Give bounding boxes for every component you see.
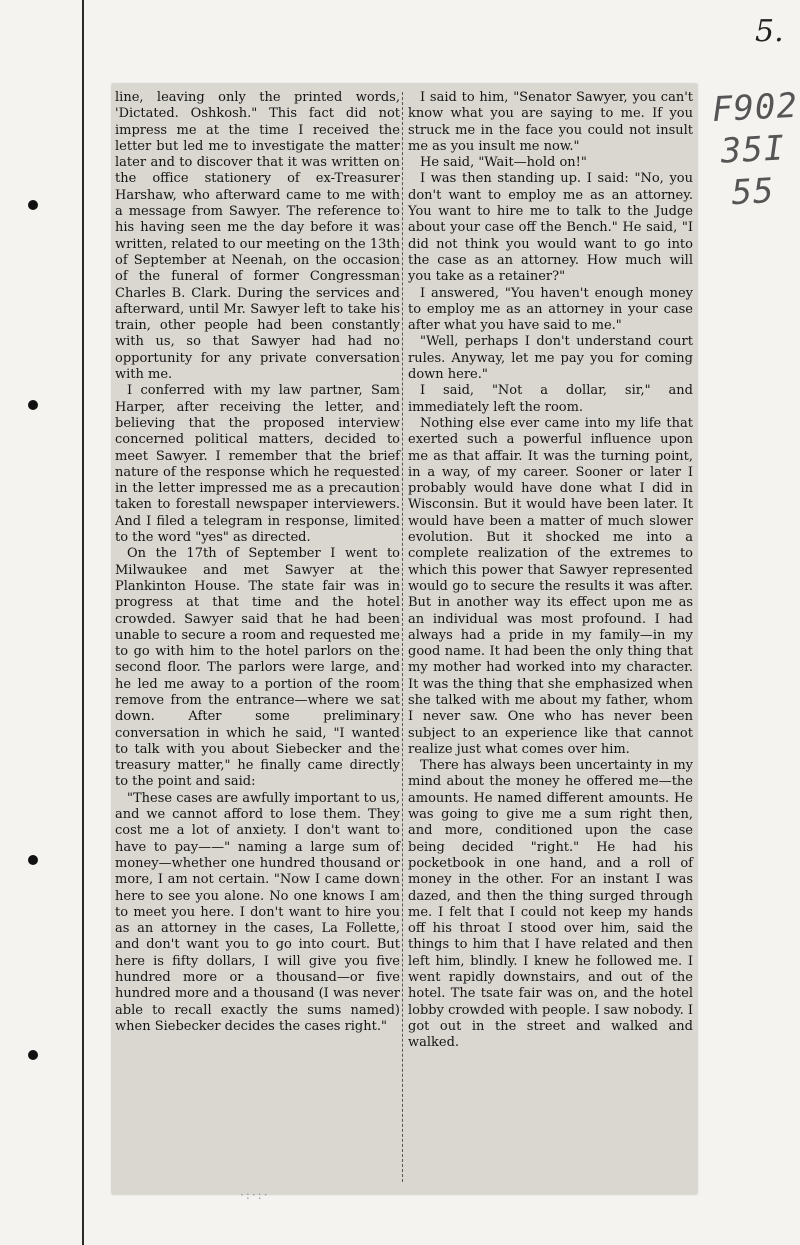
handwritten-note-3: 55 (730, 170, 776, 214)
paragraph: There has always been uncertainty in my mind about the money he offered me—the amounts. He named different amounts. He was going to give me a sum right then, and more, conditioned upon the case being decided "right." He had his pocketbook in one hand, and a roll of money in the other. For an instant I was dazed, and then the thing surged through me. I felt that I could not keep my hands off his throat I stood over him, said the things to him that I have related and then left him, blindly. I knew he followed me. I went rapidly downstairs, and out of the hotel. The tsate fair was on, and the hotel lobby crowded with people. I saw nobody. I got out in the street and walked and walked. (408, 758, 693, 1051)
paragraph: I was then standing up. I said: "No, you don't want to employ me as an attorney. You want to hire me to talk to the Judge about your case off the Bench." He said, "I did not think you would want to go into the case as an attorney. How much will you take as a retainer?" (408, 171, 693, 285)
page-edge-line (82, 0, 84, 1245)
paragraph: line, leaving only the printed words, 'Dictated. Oshkosh." This fact did not impress me at the time I received the letter but led me to investigate the matter later and to discover that it was written on the office stationery of ex-Treasurer Harshaw, who afterward came to me with a message from Sawyer. The reference to his having seen me the day before it was written, related to our meeting on the 13th of September at Neenah, on the occasion of the funeral of former Congressman Charles B. Clark. During the services and afterward, until Mr. Sawyer left to take his train, other people had been constantly with us, so that Sawyer had had no opportunity for any private conversation with me. (115, 90, 401, 383)
handwritten-note-1: F902 (711, 85, 799, 131)
punch-hole-icon (28, 855, 38, 865)
page-number: 5. (755, 14, 784, 49)
column-divider (402, 92, 403, 1182)
paragraph: I conferred with my law partner, Sam Harper, after receiving the letter, and believing that the proposed interview concerned political matters, decided to meet Sawyer. I remember that the brief nature of the response which he requested in the letter impressed me as a precaution taken to forestall newspaper interviewers. And I filed a telegram in response, limited to the word "yes" as directed. (115, 383, 400, 546)
paragraph: "These cases are awfully important to us, and we cannot afford to lose them. They cost me a lot of anxiety. I don't want to have to pay——" naming a large sum of money—whether one hundred thousand or more, I am not certain. "Now I came down here to see you alone. No one knows I am to meet you here. I don't want to hire you as an attorney in the cases, La Follette, and don't want you to go into court. But here is fifty dollars, I will give you five hundred more or a thousand—or five hundred more and a thousand (I was never able to recall exactly the sums named) when Siebecker decides the cases right." (115, 790, 400, 1034)
right-column (408, 90, 693, 1052)
ink-smudge: ·:·:· (240, 1188, 270, 1202)
handwritten-note-2: 35I (719, 128, 787, 172)
paragraph: He said, "Wait—hold on!" (420, 155, 587, 171)
punch-hole-icon (28, 400, 38, 410)
paragraph: I answered, "You haven't enough money to employ me as an attorney in your case after what you have said to me." (408, 285, 693, 334)
paragraph: "Well, perhaps I don't understand court rules. Anyway, let me pay you for coming down here." (408, 334, 693, 383)
punch-hole-icon (28, 200, 38, 210)
paragraph: I said to him, "Senator Sawyer, you can't know what you are saying to me. If you struck me in the face you could not insult me as you insult me now." (408, 90, 693, 154)
paragraph: I said, "Not a dollar, sir," and immediately left the room. (408, 383, 693, 415)
punch-hole-icon (28, 1050, 38, 1060)
paragraph: Nothing else ever came into my life that exerted such a powerful influence upon me as that affair. It was the turning point, in a way, of my career. Sooner or later I probably would have done what I did in Wisconsin. But it would have been later. It would have been a matter of much slower evolution. But it shocked me into a complete realization of the extremes to which this power that Sawyer represented would go to secure the results it was after. But in another way its effect upon me as an individual was most profound. I had always had a pride in my family—in my good name. It had been the only thing that my mother had worked into my character. It was the thing that she emphasized when she talked with me about my father, whom I never saw. One who has never been subject to an experience like that cannot realize just what comes over him. (408, 415, 693, 757)
left-column (115, 90, 400, 1035)
paragraph: On the 17th of September I went to Milwaukee and met Sawyer at the Plankinton House. The state fair was in progress at that time and the hotel crowded. Sawyer said that he had been unable to secure a room and requested me to go with him to the hotel parlors on the second floor. The parlors were large, and he led me away to a portion of the room remove from the entrance—where we sat down. After some preliminary conversation in which he said, "I wanted to talk with you about Siebecker and the treasury matter," he finally came directly to the point and said: (115, 546, 400, 790)
